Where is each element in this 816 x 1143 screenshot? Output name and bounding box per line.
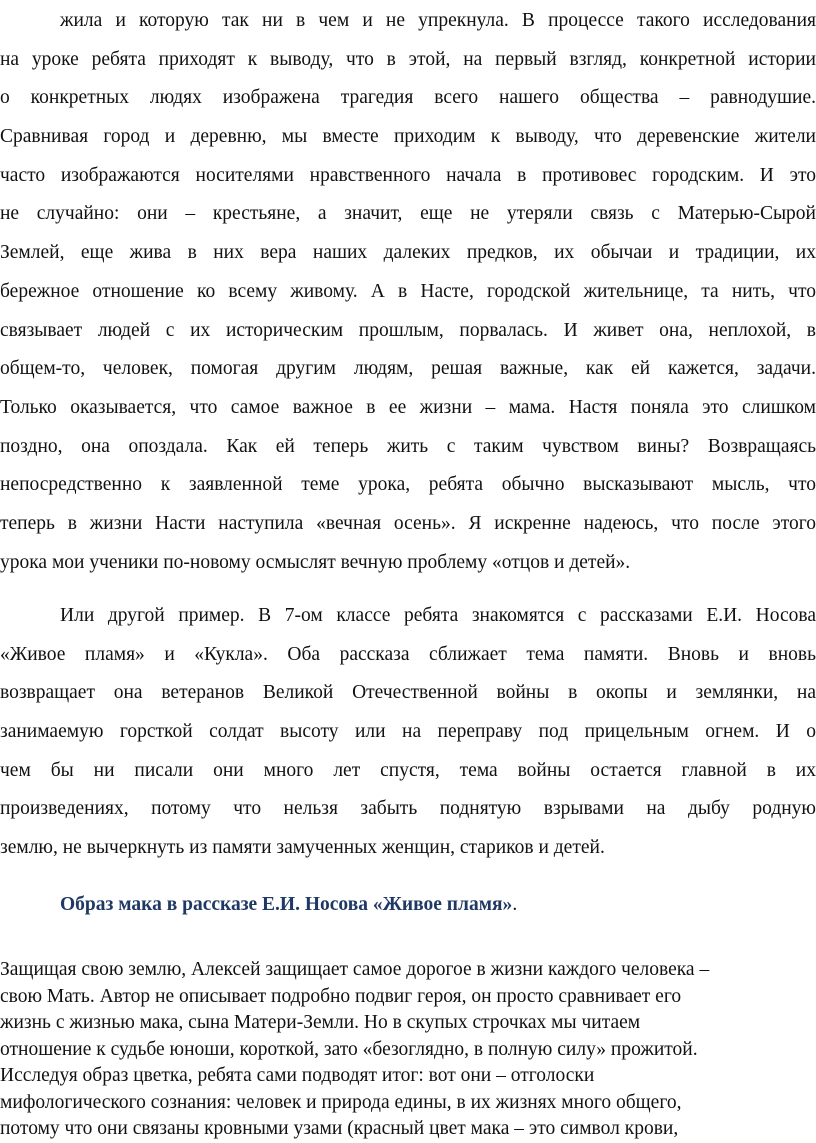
- text-line: поздно, она опоздала. Как ей теперь жить с таким чувством вины? Возвращаясь: [0, 435, 816, 457]
- text-line: Только оказывается, что самое важное в ее жизни – мама. Настя поняла это слишком: [0, 396, 816, 418]
- text-line: возвращает она ветеранов Великой Отечественной войны в окопы и землянки, на: [0, 682, 816, 704]
- text-line: урока мои ученики по-новому осмыслят вечную проблему «отцов и детей».: [0, 551, 631, 573]
- text-line: часто изображаются носителями нравственного начала в противовес городским. И это: [0, 164, 816, 186]
- text-line: отношение к судьбе юноши, короткой, зато «безоглядно, в полную силу» прожитой.: [0, 1038, 698, 1060]
- paragraph-nastya-analysis: [0, 2, 816, 582]
- text-line: не случайно: они – крестьяне, а значит, еще не утеряли связь с Матерью-Сырой: [0, 203, 816, 225]
- text-line: о конкретных людях изображена трагедия всего нашего общества – равнодушие.: [0, 87, 816, 109]
- text-line: «Живое пламя» и «Кукла». Оба рассказа сближает тема памяти. Вновь и вновь: [0, 643, 816, 665]
- text-line: непосредственно к заявленной теме урока, ребята обычно высказывают мысль, что: [0, 474, 816, 496]
- text-line: занимаемую горсткой солдат высоту или на переправу под прицельным огнем. И о: [0, 721, 816, 743]
- text-line: общем-то, человек, помогая другим людям, решая важные, как ей кажется, задачи.: [0, 358, 816, 380]
- section-heading-text: Образ мака в рассказе Е.И. Носова «Живое пламя»: [60, 894, 513, 915]
- paragraph-poppy-image: [0, 957, 816, 1143]
- text-line: теперь в жизни Насти наступила «вечная осень». Я искренне надеюсь, что после этого: [0, 512, 816, 534]
- text-line: Или другой пример. В 7-ом классе ребята знакомятся с рассказами Е.И. Носова: [60, 605, 816, 626]
- text-line: Исследуя образ цветка, ребята сами подводят итог: вот они – отголоски: [0, 1065, 595, 1086]
- text-line: на уроке ребята приходят к выводу, что в этой, на первый взгляд, конкретной истории: [0, 48, 816, 70]
- section-heading-period: .: [512, 894, 518, 915]
- text-line: жизнь с жизнью мака, сына Матери-Земли. Но в скупых строчках мы читаем: [0, 1012, 641, 1033]
- paragraph-nosov-stories: [0, 597, 816, 868]
- section-heading: [60, 894, 517, 916]
- text-line: Землей, еще жива в них вера наших далеких предков, их обычаи и традиции, их: [0, 242, 816, 264]
- text-line: землю, не вычеркнуть из памяти замученных женщин, стариков и детей.: [0, 837, 605, 859]
- text-line: Сравнивая город и деревню, мы вместе приходим к выводу, что деревенские жители: [0, 126, 816, 148]
- text-line: свою Мать. Автор не описывает подробно подвиг героя, он просто сравнивает его: [0, 985, 682, 1007]
- text-line: произведениях, потому что нельзя забыть поднятую взрывами на дыбу родную: [0, 798, 816, 820]
- text-line: чем бы ни писали они много лет спустя, тема войны остается главной в их: [0, 759, 816, 781]
- text-line: Защищая свою землю, Алексей защищает самое дорогое в жизни каждого человека –: [0, 959, 710, 980]
- text-line: связывает людей с их историческим прошлым, порвалась. И живет она, неплохой, в: [0, 319, 816, 341]
- text-line: мифологического сознания: человек и природа едины, в их жизнях много общего,: [0, 1091, 682, 1113]
- text-line: бережное отношение ко всему живому. А в Насте, городской жительнице, та нить, что: [0, 280, 816, 302]
- text-line: потому что они связаны кровными узами (красный цвет мака – это символ крови,: [0, 1118, 679, 1139]
- text-line: жила и которую так ни в чем и не упрекнула. В процессе такого исследования: [60, 10, 816, 31]
